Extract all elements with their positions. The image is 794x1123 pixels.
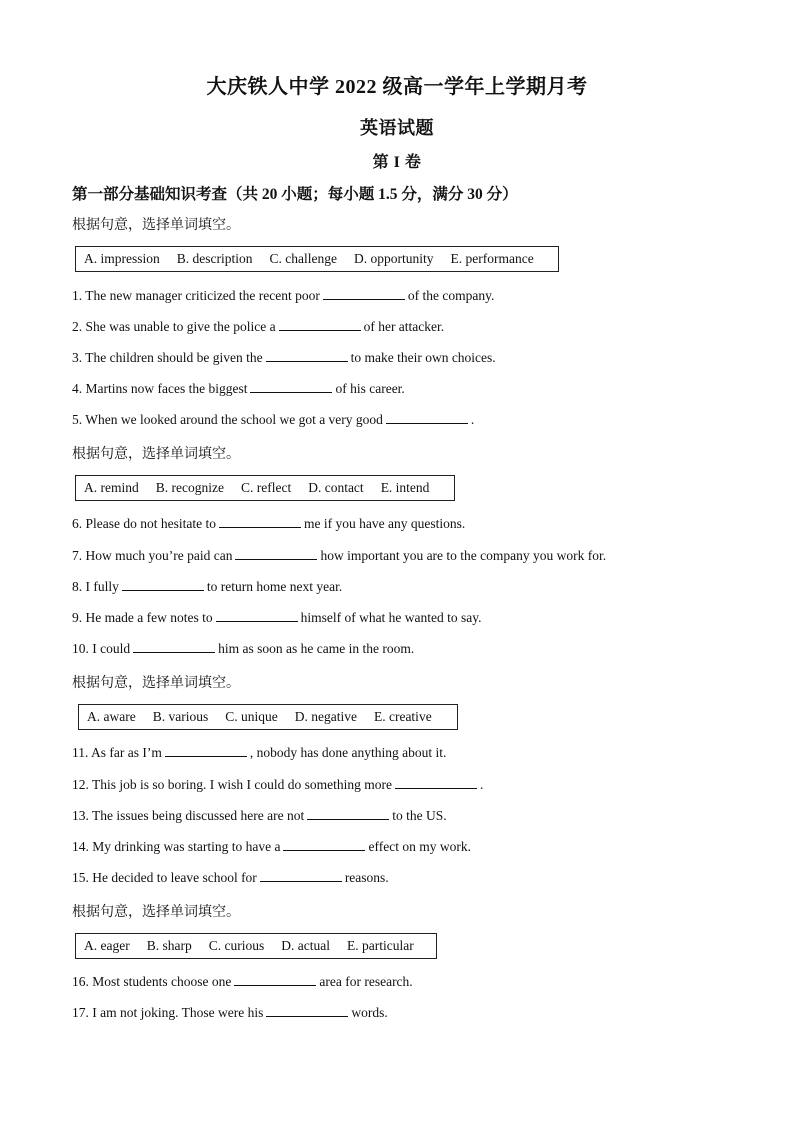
part1-heading: 第一部分基础知识考查（共 20 小题；每小题 1.5 分，满分 30 分） xyxy=(72,186,518,203)
group4-word-box xyxy=(75,933,437,959)
question-5: 5. When we looked around the school we got a very good . xyxy=(72,412,475,427)
group2-word-box xyxy=(75,475,455,501)
question-17: 17. I am not joking. Those were his words. xyxy=(72,1005,388,1020)
question-11: 11. As far as I’m , nobody has done anything about it. xyxy=(72,745,447,760)
question-4: 4. Martins now faces the biggest of his career. xyxy=(72,381,405,396)
option: B. sharp xyxy=(146,938,192,953)
option: E. intend xyxy=(380,480,430,495)
answer-blank[interactable] xyxy=(283,838,365,851)
answer-blank[interactable] xyxy=(165,744,247,757)
question-9: 9. He made a few notes to himself of what he wanted to say. xyxy=(72,610,482,625)
answer-blank[interactable] xyxy=(216,609,298,622)
question-2: 2. She was unable to give the police a of her attacker. xyxy=(72,319,445,334)
group4-instruction: 根据句意，选择单词填空。 xyxy=(72,905,240,920)
subject-title: 英语试题 xyxy=(360,118,434,138)
answer-blank[interactable] xyxy=(266,349,348,362)
option: A. aware xyxy=(87,709,136,724)
option: E. particular xyxy=(346,938,414,953)
question-6: 6. Please do not hesitate to me if you have any questions. xyxy=(72,516,466,531)
option: B. various xyxy=(152,709,209,724)
option: A. remind xyxy=(84,480,139,495)
question-15: 15. He decided to leave school for reasons. xyxy=(72,870,389,885)
question-13: 13. The issues being discussed here are not to the US. xyxy=(72,808,447,823)
exam-title: 大庆铁人中学 2022 级高一学年上学期月考 xyxy=(206,76,588,98)
answer-blank[interactable] xyxy=(122,578,204,591)
question-8: 8. I fully to return home next year. xyxy=(72,579,343,594)
group1-instruction: 根据句意，选择单词填空。 xyxy=(72,218,240,233)
question-14: 14. My drinking was starting to have a effect on my work. xyxy=(72,839,471,854)
question-3: 3. The children should be given the to make their own choices. xyxy=(72,350,496,365)
option: E. creative xyxy=(373,709,432,724)
answer-blank[interactable] xyxy=(219,515,301,528)
group1-word-box xyxy=(75,246,559,272)
answer-blank[interactable] xyxy=(234,973,316,986)
question-1: 1. The new manager criticized the recent poor of the company. xyxy=(72,288,495,303)
option: D. negative xyxy=(294,709,357,724)
option: C. challenge xyxy=(269,251,337,266)
question-12: 12. This job is so boring. I wish I could do something more . xyxy=(72,777,484,792)
answer-blank[interactable] xyxy=(235,547,317,560)
answer-blank[interactable] xyxy=(323,287,405,300)
option: A. impression xyxy=(84,251,160,266)
option: E. performance xyxy=(450,251,534,266)
volume-label: 第 I 卷 xyxy=(372,154,422,171)
question-7: 7. How much you’re paid can how important you are to the company you work for. xyxy=(72,548,607,563)
option: D. actual xyxy=(281,938,330,953)
option: C. reflect xyxy=(240,480,292,495)
group2-instruction: 根据句意，选择单词填空。 xyxy=(72,447,240,462)
option: B. description xyxy=(176,251,253,266)
answer-blank[interactable] xyxy=(386,411,468,424)
option: C. curious xyxy=(208,938,265,953)
answer-blank[interactable] xyxy=(133,640,215,653)
answer-blank[interactable] xyxy=(307,807,389,820)
option: A. eager xyxy=(84,938,130,953)
group3-instruction: 根据句意，选择单词填空。 xyxy=(72,676,240,691)
answer-blank[interactable] xyxy=(279,318,361,331)
option: C. unique xyxy=(225,709,278,724)
question-16: 16. Most students choose one area for research. xyxy=(72,974,413,989)
option: B. recognize xyxy=(155,480,224,495)
answer-blank[interactable] xyxy=(395,776,477,789)
answer-blank[interactable] xyxy=(250,380,332,393)
answer-blank[interactable] xyxy=(260,869,342,882)
question-10: 10. I could him as soon as he came in the room. xyxy=(72,641,415,656)
option: D. contact xyxy=(308,480,364,495)
option: D. opportunity xyxy=(353,251,434,266)
group3-word-box xyxy=(78,704,458,730)
answer-blank[interactable] xyxy=(266,1004,348,1017)
